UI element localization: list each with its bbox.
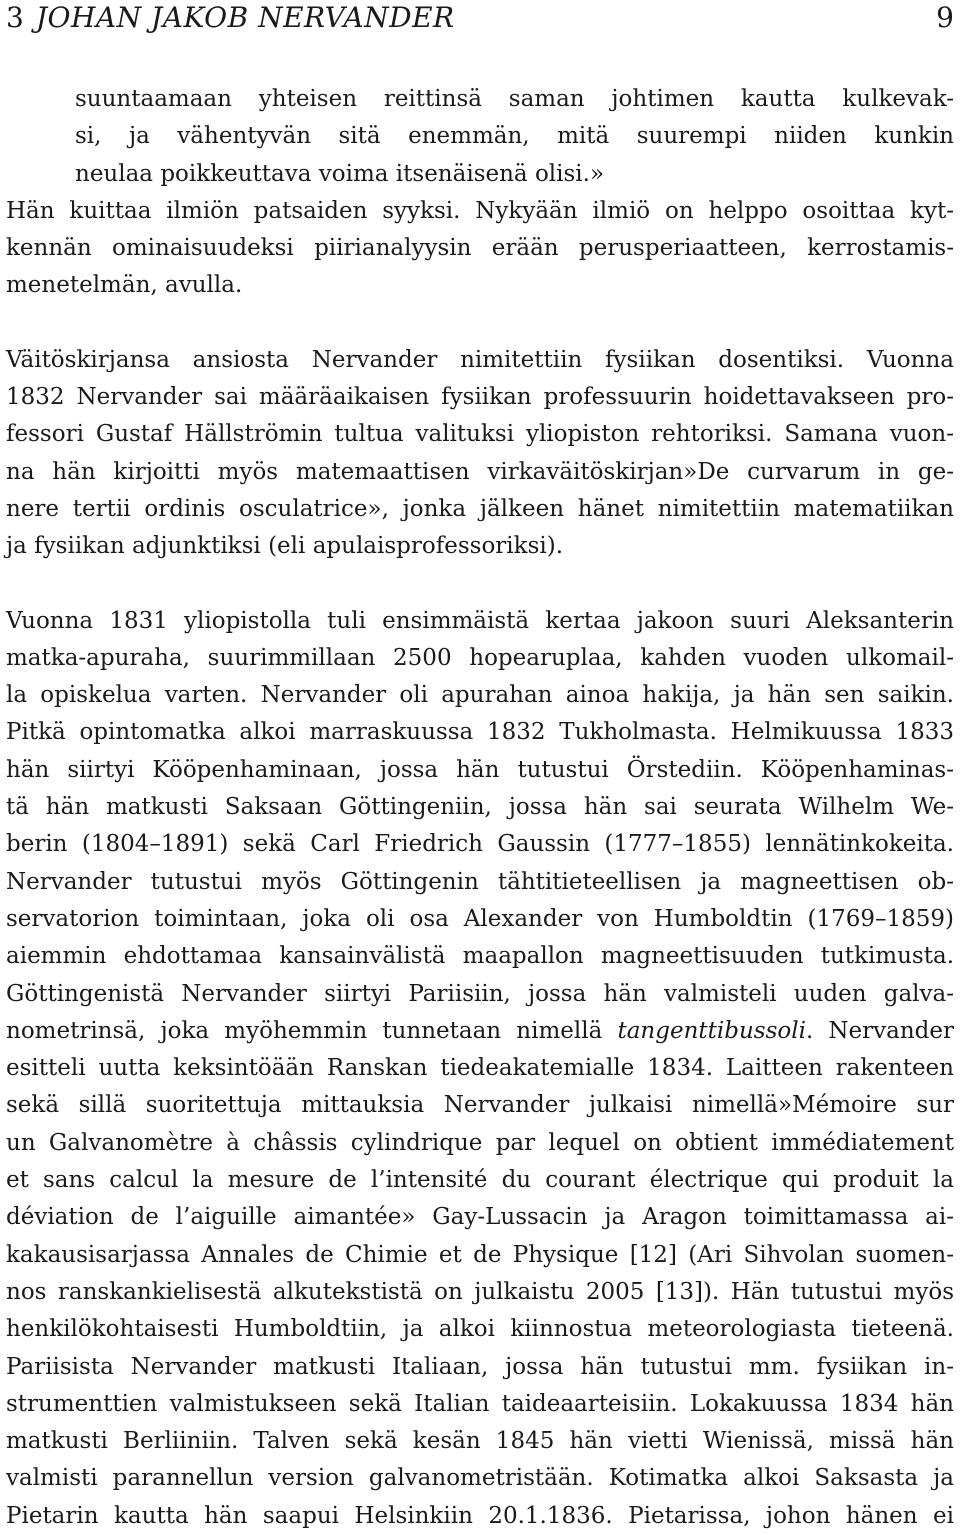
page-number: 9 (936, 0, 954, 34)
text-line: Pariisista Nervander matkusti Italiaan, jossa hän tutustui mm. fysiikan in- (6, 1353, 954, 1380)
text-line: matkusti Berliiniin. Talven sekä kesän 1845 hän vietti Wienissä, missä hän (6, 1428, 954, 1455)
text-line: tä hän matkusti Saksaan Göttingeniin, jossa hän sai seurata Wilhelm We- (6, 794, 954, 821)
text-line: suuntaamaan yhteisen reittinsä saman johtimen kautta kulkevak- (75, 86, 954, 112)
text-line: Göttingenistä Nervander siirtyi Pariisiin, jossa hän valmisteli uuden galva- (6, 980, 954, 1007)
text-line: kakausisarjassa Annales de Chimie et de Physique [12] (Ari Sihvolan suomen- (6, 1241, 954, 1268)
text-line: sekä sillä suoritettuja mittauksia Nervander julkaisi nimellä»Mémoire sur (6, 1092, 954, 1119)
text-line: Pitkä opintomatka alkoi marraskuussa 1832 Tukholmasta. Helmikuussa 1833 (6, 719, 954, 746)
text-line-with-emphasis (6, 1013, 954, 1050)
text-line: henkilökohtaisesti Humboldtiin, ja alkoi kiinnostua meteorologiasta tieteenä. (6, 1316, 954, 1343)
text-line: menetelmän, avulla. (6, 272, 243, 299)
text-line: kennän ominaisuudeksi piirianalyysin erään perusperiaatteen, kerrostamis- (6, 235, 954, 262)
block-quote (6, 81, 954, 193)
text-line: nere tertii ordinis osculatrice», jonka jälkeen hänet nimitettiin matematiikan (6, 495, 954, 522)
text-line: la opiskelua varten. Nervander oli apurahan ainoa hakija, ja hän sen saikin. (6, 682, 954, 709)
text-segment: . Nervander (805, 1017, 955, 1044)
text-line: Hän kuittaa ilmiön patsaiden syyksi. Nykyään ilmiö on helppo osoittaa kyt- (6, 197, 954, 224)
paragraph-gap (6, 566, 954, 603)
body-text (6, 81, 954, 1535)
chapter-title: JOHAN JAKOB NERVANDER (35, 0, 455, 34)
text-line: un Galvanomètre à châssis cylindrique par lequel on obtient immédiatement (6, 1129, 954, 1156)
text-line: neulaa poikkeuttava voima itsenäisenä olisi.» (75, 160, 605, 187)
emphasized-term: tangenttibussoli (617, 1017, 806, 1044)
text-segment: nometrinsä, joka myöhemmin tunnetaan nimellä (6, 1017, 618, 1044)
paragraph-1 (6, 193, 954, 305)
paragraph-3 (6, 603, 954, 1535)
text-line: 1832 Nervander sai määräaikaisen fysiikan professuurin hoidettavakseen pro- (6, 384, 954, 411)
text-line: esitteli uutta keksintöään Ranskan tiedeakatemialle 1834. Laitteen rakenteen (6, 1055, 954, 1082)
text-line: et sans calcul la mesure de l’intensité du courant électrique qui produit la (6, 1167, 954, 1194)
text-line: hän siirtyi Kööpenhaminaan, jossa hän tutustui Örstediin. Kööpenhaminas- (6, 756, 954, 783)
text-line: déviation de l’aiguille aimantée» Gay-Lussacin ja Aragon toimittamassa ai- (6, 1204, 954, 1231)
paragraph-gap (6, 305, 954, 342)
text-line: servatorion toimintaan, joka oli osa Alexander von Humboldtin (1769–1859) (6, 905, 954, 932)
text-line: Nervander tutustui myös Göttingenin tähtitieteellisen ja magneettisen ob- (6, 868, 954, 895)
chapter-number: 3 (6, 0, 24, 34)
chapter-heading (6, 1, 455, 34)
text-line: Pietarin kautta hän saapui Helsinkiin 20.1.1836. Pietarissa, johon hänen ei (6, 1502, 954, 1529)
text-line: na hän kirjoitti myös matemaattisen virkaväitöskirjan»De curvarum in ge- (6, 458, 954, 485)
paragraph-2 (6, 342, 954, 566)
text-line: nos ranskankielisestä alkutekstistä on julkaistu 2005 [13]). Hän tutustui myös (6, 1278, 954, 1305)
text-line: matka-apuraha, suurimmillaan 2500 hopearuplaa, kahden vuoden ulkomail- (6, 644, 954, 671)
text-line: si, ja vähentyvän sitä enemmän, mitä suurempi niiden kunkin (75, 123, 954, 150)
text-line: ja fysiikan adjunktiksi (eli apulaisprofessoriksi). (6, 533, 564, 560)
text-line: berin (1804–1891) sekä Carl Friedrich Gaussin (1777–1855) lennätinkokeita. (6, 831, 954, 858)
running-header (6, 0, 954, 34)
text-line: strumenttien valmistukseen sekä Italian taideaarteisiin. Lokakuussa 1834 hän (6, 1390, 954, 1417)
text-line: fessori Gustaf Hällströmin tultua valituksi yliopiston rehtoriksi. Samana vuon- (6, 421, 954, 448)
text-line: Vuonna 1831 yliopistolla tuli ensimmäistä kertaa jakoon suuri Aleksanterin (6, 607, 954, 634)
text-line: valmisti parannellun version galvanometristään. Kotimatka alkoi Saksasta ja (6, 1465, 954, 1492)
text-line: aiemmin ehdottamaa kansainvälistä maapallon magneettisuuden tutkimusta. (6, 943, 954, 970)
text-line: Väitöskirjansa ansiosta Nervander nimitettiin fysiikan dosentiksi. Vuonna (6, 346, 954, 373)
